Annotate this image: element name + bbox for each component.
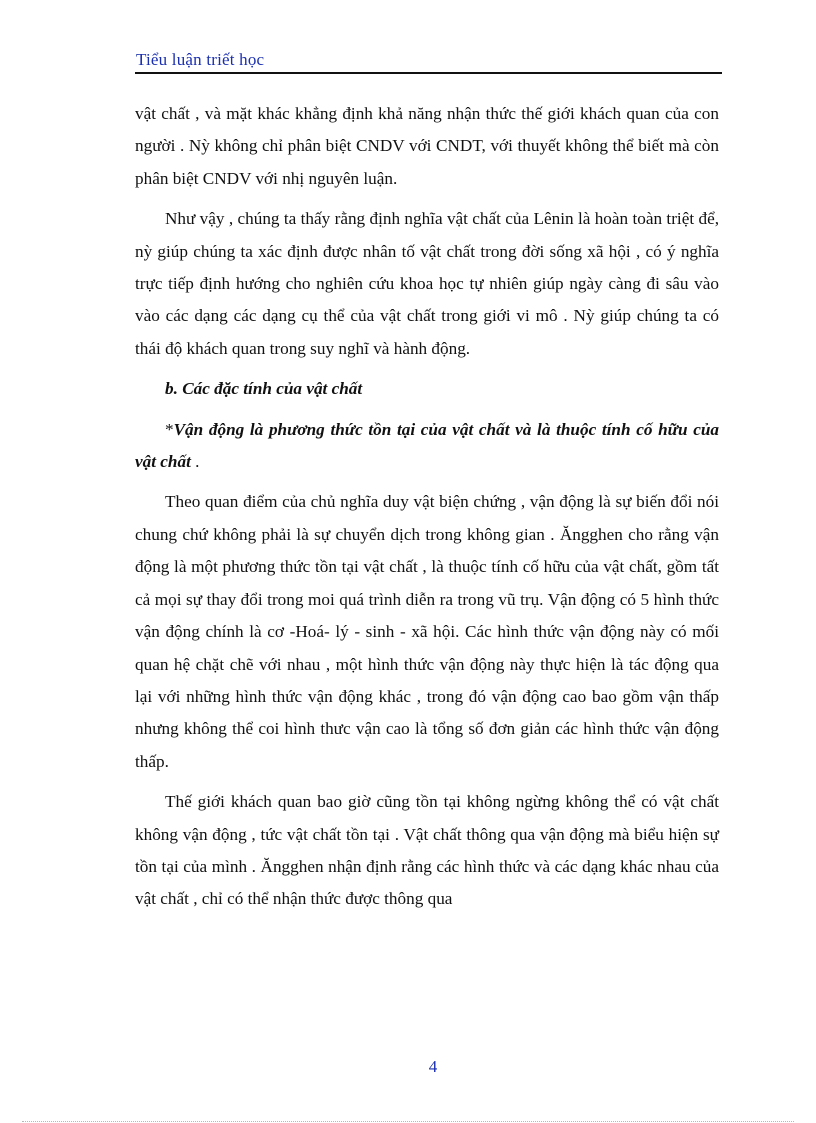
subheading-text: Vận động là phương thức tồn tại của vật chất và là thuộc tính cố hữu của vật chất <box>135 419 719 472</box>
paragraph-motion-forms: Theo quan điểm của chủ nghĩa duy vật biện chứng , vận động là sự biến đổi nói chung chứ không phải là sự chuyển dịch trong không gian . Ăngghen cho rằng vận động là một phương thức tồn tại vật chất , là thuộc tính cố hữu của vật chất, gồm tất cả mọi sự thay đổi trong moi quá trình diễn ra trong vũ trụ. Vận động có 5 hình thức vận động chính là cơ -Hoá- lý - sinh - xã hội. Các hình thức vận động này có mối quan hệ chặt chẽ với nhau , một hình thức vận động này thực hiện là tác động qua lại với những hình thức vận động khác , trong đó vận động cao bao gồm vận thấp nhưng không thể coi hình thưc vận cao là tổng số đơn giản các hình thức vận động thấp. <box>135 492 719 771</box>
paragraph-objective-world: Thế giới khách quan bao giờ cũng tồn tại không ngừng không thể có vật chất không vận động , tức vật chất tồn tại . Vật chất thông qua vận động mà biểu hiện sự tồn tại của mình . Ăngghen nhận định rằng các hình thức và các dạng khác nhau của vật chất , chỉ có thể nhận thức được thông qua <box>135 792 719 909</box>
header-title: Tiểu luận triết học <box>136 50 265 69</box>
paragraph-definition-significance: Như vậy , chúng ta thấy rằng định nghĩa vật chất của Lênin là hoàn toàn triệt để, nỳ giúp chúng ta xác định được nhân tố vật chất trong đời sống xã hội , có ý nghĩa trực tiếp định hướng cho nghiên cứu khoa học tự nhiên giúp ngày càng đi sâu vào vào các dạng các dạng cụ thể của vật chất trong giới vi mô . Nỳ giúp chúng ta có thái độ khách quan trong suy nghĩ và hành động. <box>135 209 719 358</box>
section-heading: b. Các đặc tính của vật chất <box>165 379 363 399</box>
page-header <box>135 46 722 74</box>
subheading-suffix: . <box>190 452 200 472</box>
paragraph-continuation: vật chất , và mặt khác khẳng định khả năng nhận thức thế giới khách quan của con người . Nỳ không chỉ phân biệt CNDV với CNDT, với thuyết không thể biết mà còn phân biệt CNDV với nhị nguyên luận. <box>135 104 719 188</box>
page-number: 4 <box>428 1057 438 1076</box>
subheading <box>135 414 719 479</box>
document-body <box>135 98 719 916</box>
subheading-bullet: * <box>165 419 174 439</box>
page-bottom-divider <box>22 1121 794 1122</box>
